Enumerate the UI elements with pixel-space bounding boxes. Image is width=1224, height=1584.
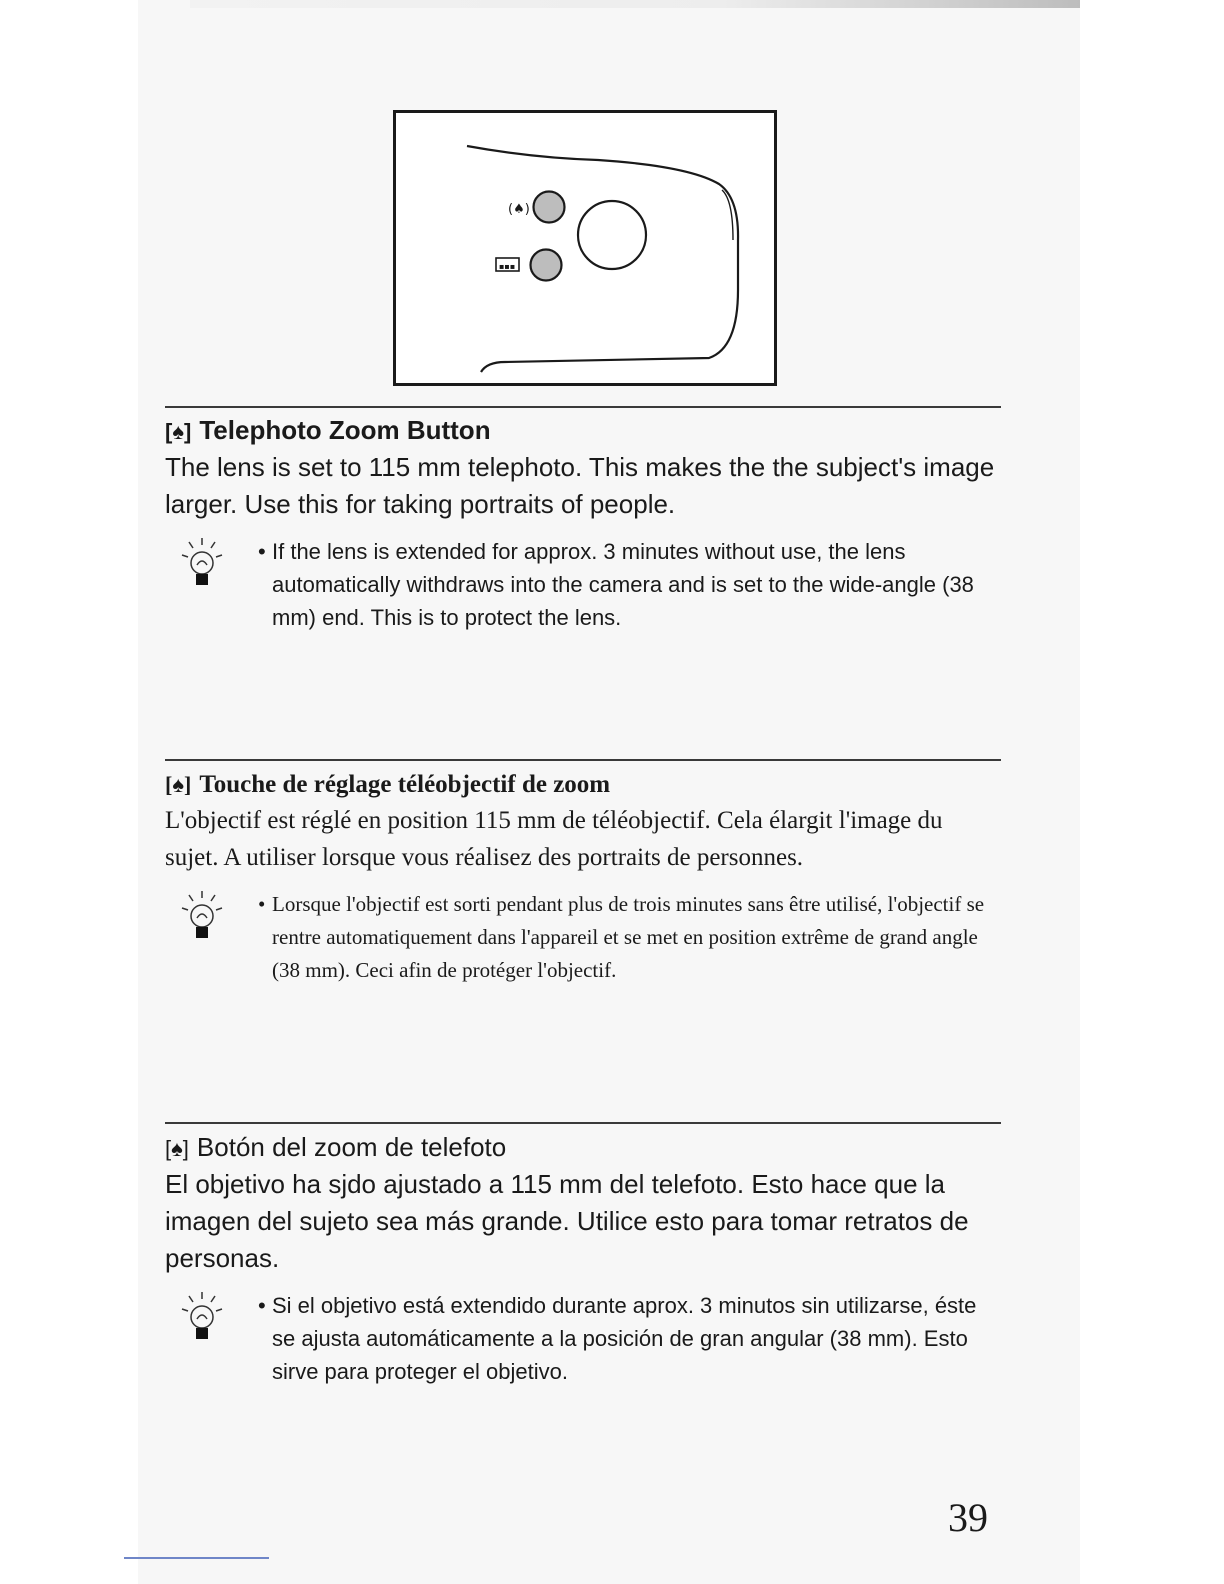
lightbulb-tip-icon [179,535,225,595]
lightbulb-tip-icon [179,888,225,948]
top-scan-strip [190,0,1080,8]
telephoto-figure-icon: [♠] [165,772,192,797]
section-divider [165,406,1001,408]
tip-note-text: If the lens is extended for approx. 3 minutes without use, the lens automatically withdraws into the camera and is set to the wide-angle (38 mm) end. This is to protect the lens. [272,539,974,630]
section-body: L'objectif est réglé en position 115 mm de téléobjectif. Cela élargit l'image du sujet. A utiliser lorsque vous réalisez des portraits de personnes. [165,807,943,871]
bullet: • [258,1293,266,1318]
bottom-edge-mark [124,1557,269,1559]
shutter-button [578,201,646,269]
tip-note [165,535,1001,634]
section-heading [165,415,1001,447]
section-body: The lens is set to 115 mm telephoto. This makes the the subject's image larger. Use this for taking portraits of people. [165,452,995,519]
telephoto-figure-icon: [♠] [165,1136,189,1161]
heading-text: Botón del zoom de telefoto [196,1132,507,1162]
telephoto-button [534,192,565,223]
tip-note-text: Si el objetivo está extendido durante aprox. 3 minutos sin utilizarse, éste se ajusta automáticamente a la posición de gran angular (38 mm). Esto sirve para proteger el objetivo. [272,1293,977,1384]
bullet: • [258,892,266,916]
section-body: El objetivo ha sjdo ajustado a 115 mm del telefoto. Esto hace que la imagen del sujeto sea más grande. Utilice esto para tomar retratos de personas. [165,1169,969,1273]
section-spanish [165,1122,1001,1388]
tip-text [258,1289,1001,1388]
telephoto-figure-icon: [♠] [165,419,192,444]
wide-symbol-label: ▪▪▪ [499,262,516,271]
wide-angle-button [531,250,562,281]
section-divider [165,759,1001,761]
tip-note [165,1289,1001,1388]
telephoto-symbol-label: (♠) [508,202,530,217]
tip-text [258,888,1001,987]
page-number: 39 [948,1495,988,1540]
heading-text: Touche de réglage téléobjectif de zoom [199,771,611,798]
section-english [165,406,1001,634]
tip-text [258,535,1001,634]
section-heading [165,1132,1001,1164]
bullet: • [258,539,266,564]
section-french [165,759,1001,987]
tip-note [165,888,1001,987]
lightbulb-tip-icon [179,1289,225,1349]
camera-zoom-buttons-illustration [393,110,777,386]
section-divider [165,1122,1001,1124]
tip-note-text: Lorsque l'objectif est sorti pendant plus de trois minutes sans être utilisé, l'objectif se rentre automatiquement dans l'appareil et se met en position extrême de grand angle (38 mm). Ceci afin de protéger l'objectif. [272,892,985,982]
heading-text: Telephoto Zoom Button [199,415,491,445]
section-heading [165,770,1001,800]
